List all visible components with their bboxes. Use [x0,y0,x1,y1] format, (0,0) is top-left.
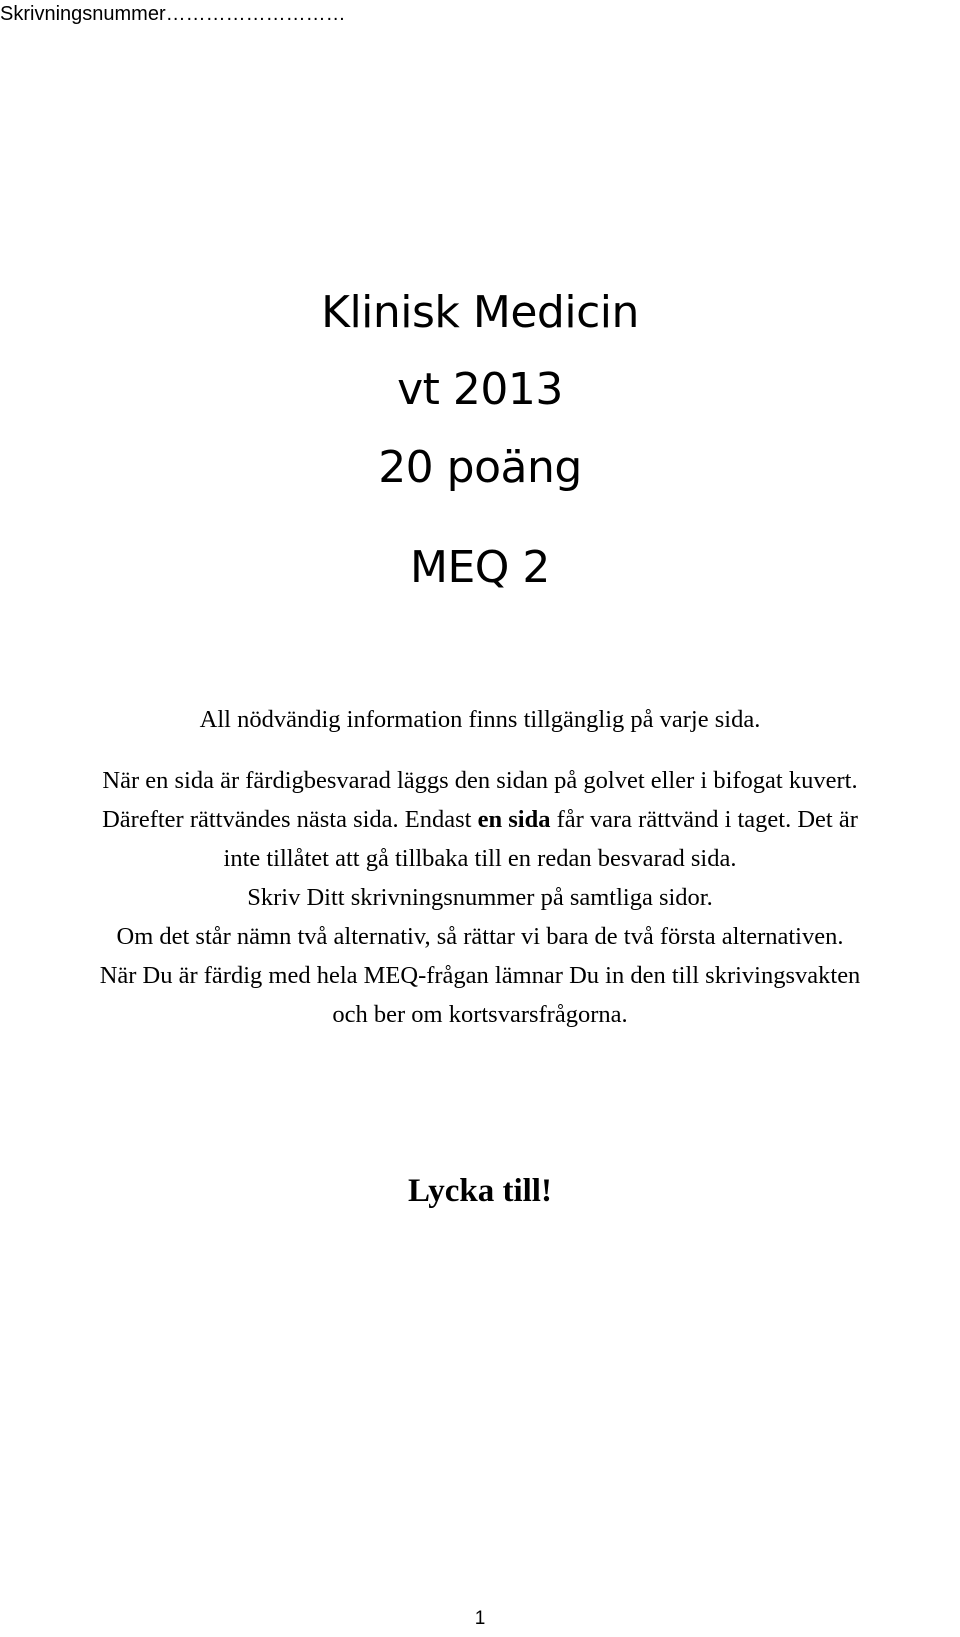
instruction-line-3-start: Därefter rättvändes nästa sida. Endast [102,806,478,833]
instruction-line-4: inte tillåtet att gå tillbaka till en redan besvarad sida. [223,845,737,872]
instruction-line-2: När en sida är färdigbesvarad läggs den sidan på golvet eller i bifogat kuvert. [102,767,858,794]
exam-points: 20 poäng [378,442,582,493]
course-title: Klinisk Medicin [321,287,639,338]
exam-number-field: Skrivningsnummer……………………… [0,3,346,25]
instruction-line-3-end: får vara rättvänd i taget. Det är [550,806,858,833]
instruction-line-3 [0,805,960,835]
exam-term: vt 2013 [397,364,563,415]
instruction-line-7: När Du är färdig med hela MEQ-frågan lämnar Du in den till skrivingsvakten [99,962,861,989]
instruction-line-6: Om det står nämn två alternativ, så rättar vi bara de två första alternativen. [116,923,844,950]
instruction-line-5: Skriv Ditt skrivningsnummer på samtliga sidor. [247,884,713,911]
exam-name: MEQ 2 [410,542,550,593]
page-number: 1 [474,1608,486,1629]
good-luck-message: Lycka till! [408,1173,552,1209]
instruction-line-1: All nödvändig information finns tillgänglig på varje sida. [199,706,761,733]
instruction-line-8: och ber om kortsvarsfrågorna. [332,1001,628,1028]
instruction-emphasis: en sida [477,806,551,833]
